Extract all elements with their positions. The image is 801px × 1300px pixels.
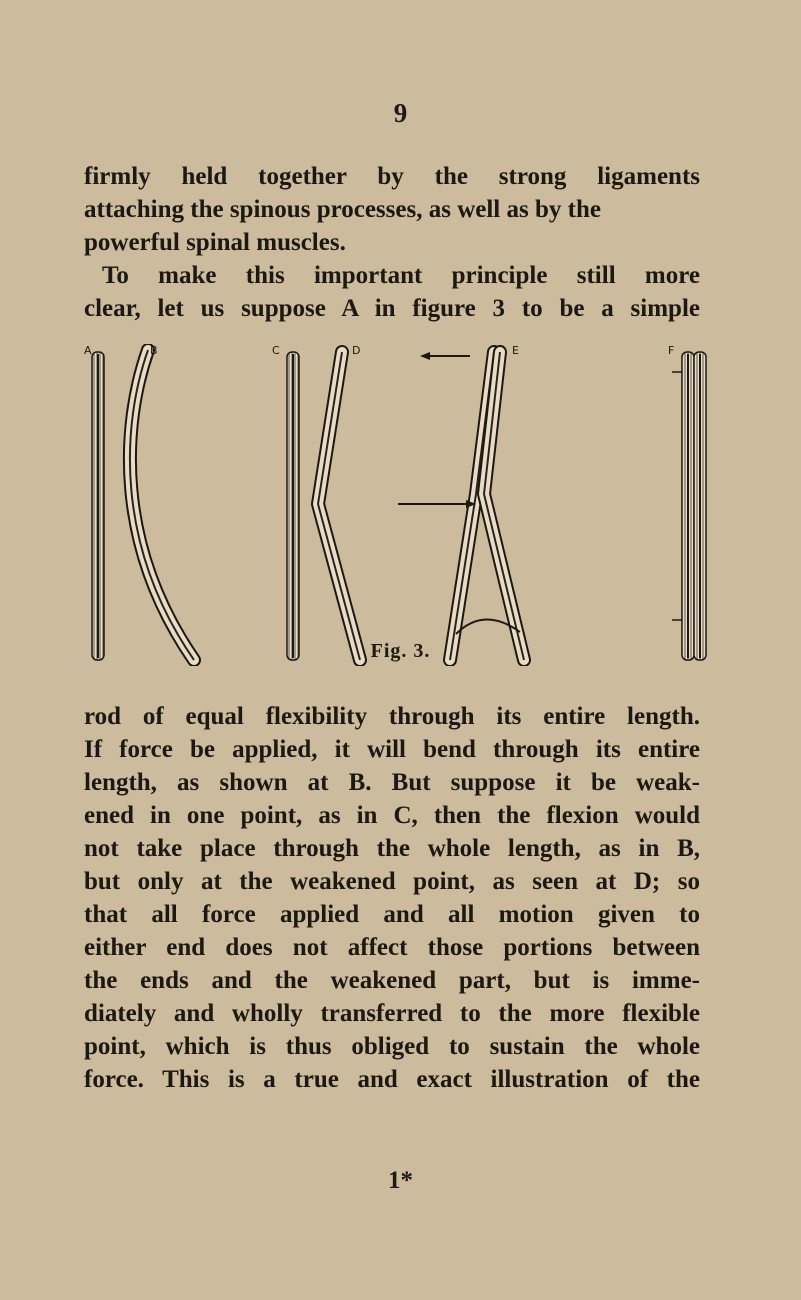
text-line: powerful spinal muscles. [84, 229, 346, 256]
signature-mark: 1* [388, 1167, 413, 1194]
rod-b [130, 350, 194, 660]
figure-3-illustration [84, 344, 714, 666]
rod-a [92, 352, 104, 660]
text-line: that all force applied and all motion given to [84, 901, 700, 928]
figure-label-d: D [352, 344, 361, 357]
paragraph-intro [84, 160, 700, 325]
text-line: firmly held together by the strong ligaments [84, 163, 700, 190]
text-line: not take place through the whole length, as in B, [84, 835, 700, 862]
figure-caption: Fig. 3. [370, 640, 431, 662]
rod-c [287, 352, 299, 660]
figure-label-f: F [668, 344, 675, 357]
rod-flexion-diagram [84, 344, 714, 666]
text-line: rod of equal flexibility through its entire length. [84, 703, 700, 730]
figure-label-b: B [150, 344, 158, 357]
text-line: point, which is thus obliged to sustain the whole [84, 1033, 700, 1060]
text-line: diately and wholly transferred to the more flexible [84, 1000, 700, 1027]
figure-label-c: C [272, 344, 280, 357]
text-line: the ends and the weakened part, but is imme- [84, 967, 700, 994]
rod-d [318, 352, 360, 660]
rod-e [398, 352, 524, 660]
text-line: either end does not affect those portions between [84, 934, 700, 961]
text-line: but only at the weakened point, as seen at D; so [84, 868, 700, 895]
figure-label-e: E [512, 344, 519, 357]
rod-f [672, 352, 706, 660]
page-number: 9 [393, 98, 408, 128]
text-line: attaching the spinous processes, as well as by the [84, 196, 601, 223]
figure-label-a: A [84, 344, 92, 357]
text-line: ened in one point, as in C, then the flexion would [84, 802, 700, 829]
text-line: clear, let us suppose A in figure 3 to be a simple [84, 295, 700, 322]
text-line: length, as shown at B. But suppose it be weak- [84, 769, 700, 796]
text-line: To make this important principle still more [102, 262, 700, 289]
text-line: If force be applied, it will bend through its entire [84, 736, 700, 763]
paragraph-body [84, 700, 700, 1096]
text-line: force. This is a true and exact illustration of the [84, 1066, 700, 1093]
